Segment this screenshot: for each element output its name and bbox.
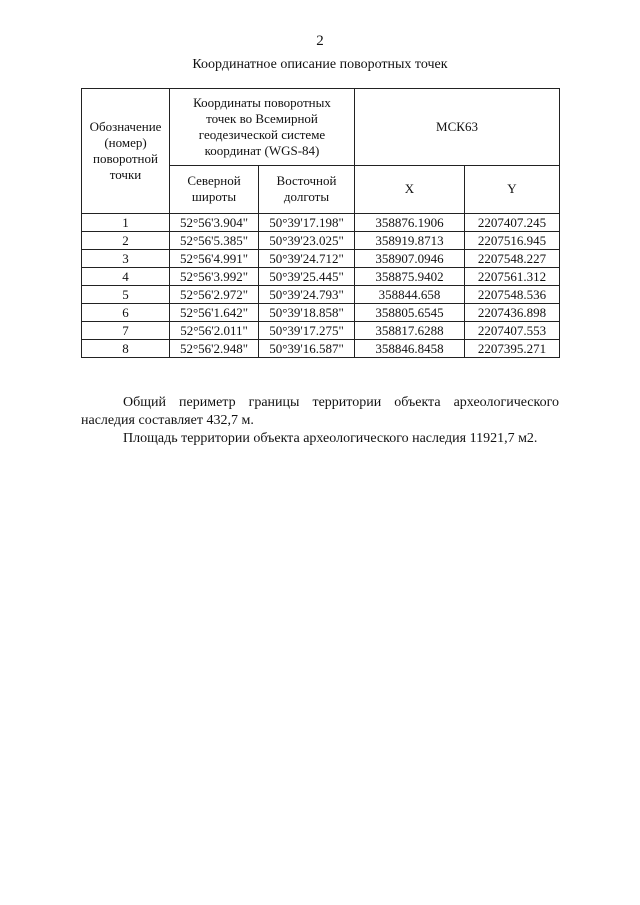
table-row	[82, 268, 560, 286]
cell-longitude: 50°39'25.445"	[259, 268, 355, 286]
header-longitude: Восточной долготы	[259, 165, 355, 213]
cell-y: 2207548.536	[465, 286, 560, 304]
cell-longitude: 50°39'24.712"	[259, 250, 355, 268]
cell-latitude: 52°56'2.011"	[170, 322, 259, 340]
table-row	[82, 214, 560, 232]
cell-x: 358817.6288	[355, 322, 465, 340]
cell-point-number: 5	[82, 286, 170, 304]
cell-point-number: 6	[82, 304, 170, 322]
cell-y: 2207561.312	[465, 268, 560, 286]
cell-x: 358876.1906	[355, 214, 465, 232]
cell-latitude: 52°56'2.972"	[170, 286, 259, 304]
cell-y: 2207407.245	[465, 214, 560, 232]
table-row	[82, 232, 560, 250]
header-latitude: Северной широты	[170, 165, 259, 213]
cell-y: 2207548.227	[465, 250, 560, 268]
table-header-row	[82, 89, 560, 166]
table-row	[82, 340, 560, 358]
coordinates-table	[81, 88, 560, 358]
cell-latitude: 52°56'4.991"	[170, 250, 259, 268]
header-x: X	[355, 165, 465, 213]
cell-x: 358919.8713	[355, 232, 465, 250]
cell-x: 358844.658	[355, 286, 465, 304]
page-number: 2	[316, 33, 324, 49]
cell-point-number: 7	[82, 322, 170, 340]
cell-longitude: 50°39'17.198"	[259, 214, 355, 232]
area-paragraph: Площадь территории объекта археологического наследия 11921,7 м2.	[123, 431, 538, 446]
cell-x: 358805.6545	[355, 304, 465, 322]
cell-x: 358846.8458	[355, 340, 465, 358]
cell-x: 358875.9402	[355, 268, 465, 286]
header-wgs-group: Координаты поворотных точек во Всемирной геодезической системе координат (WGS-84)	[170, 89, 355, 166]
cell-y: 2207436.898	[465, 304, 560, 322]
cell-point-number: 2	[82, 232, 170, 250]
cell-point-number: 1	[82, 214, 170, 232]
cell-x: 358907.0946	[355, 250, 465, 268]
cell-y: 2207407.553	[465, 322, 560, 340]
cell-longitude: 50°39'16.587"	[259, 340, 355, 358]
cell-longitude: 50°39'18.858"	[259, 304, 355, 322]
cell-y: 2207516.945	[465, 232, 560, 250]
cell-latitude: 52°56'3.904"	[170, 214, 259, 232]
cell-latitude: 52°56'3.992"	[170, 268, 259, 286]
table-row	[82, 250, 560, 268]
cell-longitude: 50°39'17.275"	[259, 322, 355, 340]
table-row	[82, 286, 560, 304]
cell-longitude: 50°39'23.025"	[259, 232, 355, 250]
cell-latitude: 52°56'2.948"	[170, 340, 259, 358]
cell-longitude: 50°39'24.793"	[259, 286, 355, 304]
cell-point-number: 8	[82, 340, 170, 358]
cell-y: 2207395.271	[465, 340, 560, 358]
cell-point-number: 3	[82, 250, 170, 268]
header-msk-group: МСК63	[355, 89, 560, 166]
table-row	[82, 322, 560, 340]
table-title: Координатное описание поворотных точек	[192, 57, 448, 72]
perimeter-paragraph: Общий периметр границы территории объекта археологического наследия составляет 432,7 м.	[81, 395, 559, 428]
cell-latitude: 52°56'5.385"	[170, 232, 259, 250]
header-designation: Обозначение (номер) поворотной точки	[82, 89, 170, 214]
table-row	[82, 304, 560, 322]
header-y: Y	[465, 165, 560, 213]
cell-point-number: 4	[82, 268, 170, 286]
cell-latitude: 52°56'1.642"	[170, 304, 259, 322]
